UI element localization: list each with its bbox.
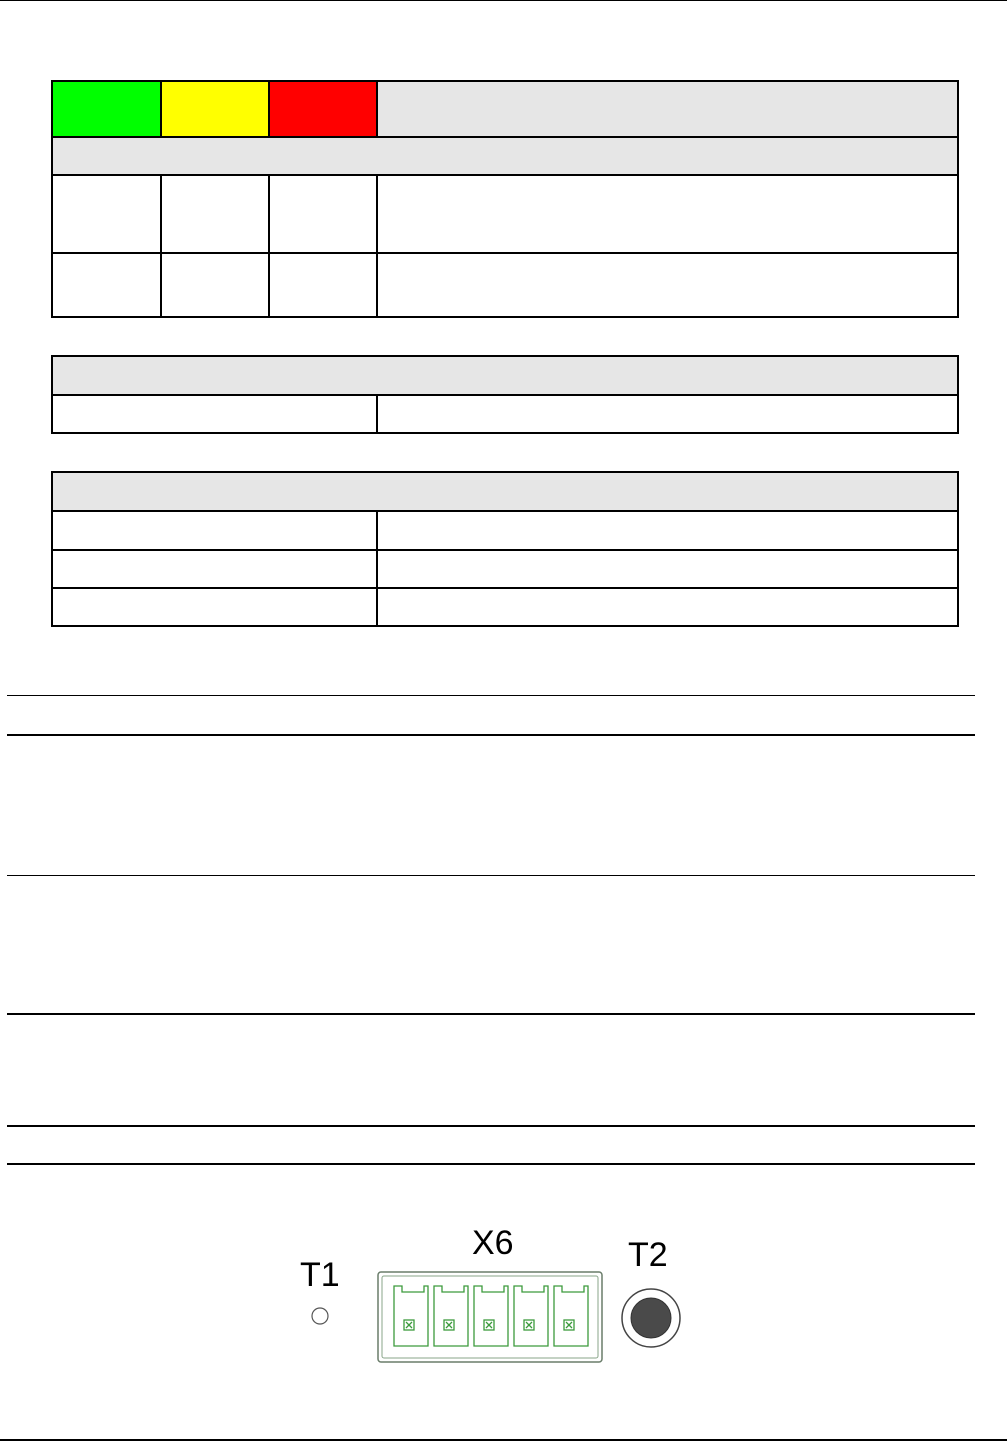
t1-label: T1	[300, 1256, 340, 1294]
t1-led-hole-icon	[312, 1308, 328, 1324]
page-bottom-rule	[0, 1439, 1007, 1441]
t2-pushbutton-icon	[622, 1289, 680, 1347]
x6-terminal-block-icon	[378, 1272, 602, 1362]
x6-label: X6	[472, 1224, 514, 1262]
t2-label: T2	[628, 1236, 668, 1274]
